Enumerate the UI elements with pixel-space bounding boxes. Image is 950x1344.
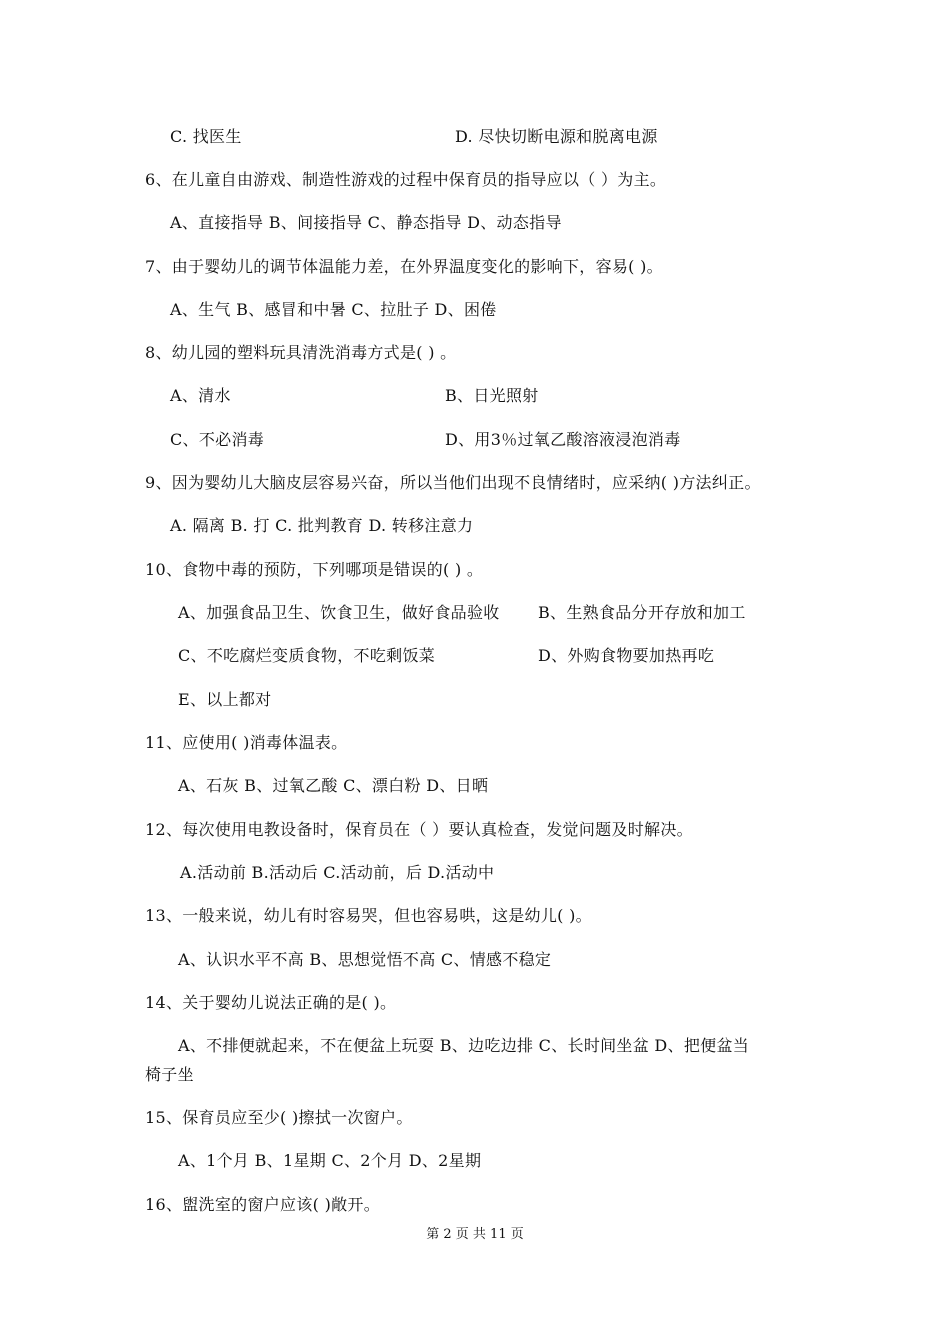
question-9: 9、因为婴幼儿大脑皮层容易兴奋，所以当他们出现不良情绪时，应采纳( )方法纠正。: [145, 473, 761, 492]
question-6: 6、在儿童自由游戏、制造性游戏的过程中保育员的指导应以（ ）为主。: [145, 170, 667, 189]
question-6-options: A、直接指导 B、间接指导 C、静态指导 D、动态指导: [170, 213, 562, 232]
question-15-options: A、1个月 B、1星期 C、2个月 D、2星期: [178, 1151, 482, 1170]
question-12: 12、每次使用电教设备时，保育员在（ ）要认真检查，发觉问题及时解决。: [145, 820, 693, 839]
question-13: 13、一般来说，幼儿有时容易哭，但也容易哄，这是幼儿( )。: [145, 906, 592, 925]
question-11-options: A、石灰 B、过氧乙酸 C、漂白粉 D、日晒: [178, 776, 489, 795]
question-14-options: A、不排便就起来，不在便盆上玩耍 B、边吃边排 C、长时间坐盆 D、把便盆当: [178, 1036, 750, 1055]
question-8-option-d: D、用3％过氧乙酸溶液浸泡消毒: [445, 430, 681, 449]
question-11: 11、应使用( )消毒体温表。: [145, 733, 348, 752]
question-8-option-c: C、不必消毒: [170, 430, 265, 449]
question-7: 7、由于婴幼儿的调节体温能力差，在外界温度变化的影响下，容易( )。: [145, 257, 663, 276]
question-10: 10、食物中毒的预防，下列哪项是错误的( ) 。: [145, 560, 484, 579]
question-8: 8、幼儿园的塑料玩具清洗消毒方式是( ) 。: [145, 343, 457, 362]
question-7-options: A、生气 B、感冒和中暑 C、拉肚子 D、困倦: [170, 300, 497, 319]
question-16: 16、盥洗室的窗户应该( )敞开。: [145, 1195, 381, 1214]
question-10-option-d: D、外购食物要加热再吃: [538, 646, 715, 665]
question-10-option-c: C、不吃腐烂变质食物，不吃剩饭菜: [178, 646, 436, 665]
question-15: 15、保育员应至少( )擦拭一次窗户。: [145, 1108, 413, 1127]
question-9-options: A. 隔离 B. 打 C. 批判教育 D. 转移注意力: [170, 516, 474, 535]
question-14: 14、关于婴幼儿说法正确的是( )。: [145, 993, 397, 1012]
question-12-options: A.活动前 B.活动后 C.活动前，后 D.活动中: [180, 863, 495, 882]
question-8-option-a: A、清水: [170, 386, 231, 405]
question-10-option-a: A、加强食品卫生、饮食卫生，做好食品验收: [178, 603, 500, 622]
question-13-options: A、认识水平不高 B、思想觉悟不高 C、情感不稳定: [178, 950, 552, 969]
page-number-footer: 第 2 页 共 11 页: [426, 1227, 524, 1242]
q5-option-c: C. 找医生: [170, 127, 242, 146]
question-14-options-continued: 椅子坐: [145, 1065, 194, 1084]
q5-option-d: D. 尽快切断电源和脱离电源: [455, 127, 658, 146]
question-10-option-b: B、生熟食品分开存放和加工: [538, 603, 746, 622]
question-10-option-e: E、以上都对: [178, 690, 272, 709]
question-8-option-b: B、日光照射: [445, 386, 539, 405]
